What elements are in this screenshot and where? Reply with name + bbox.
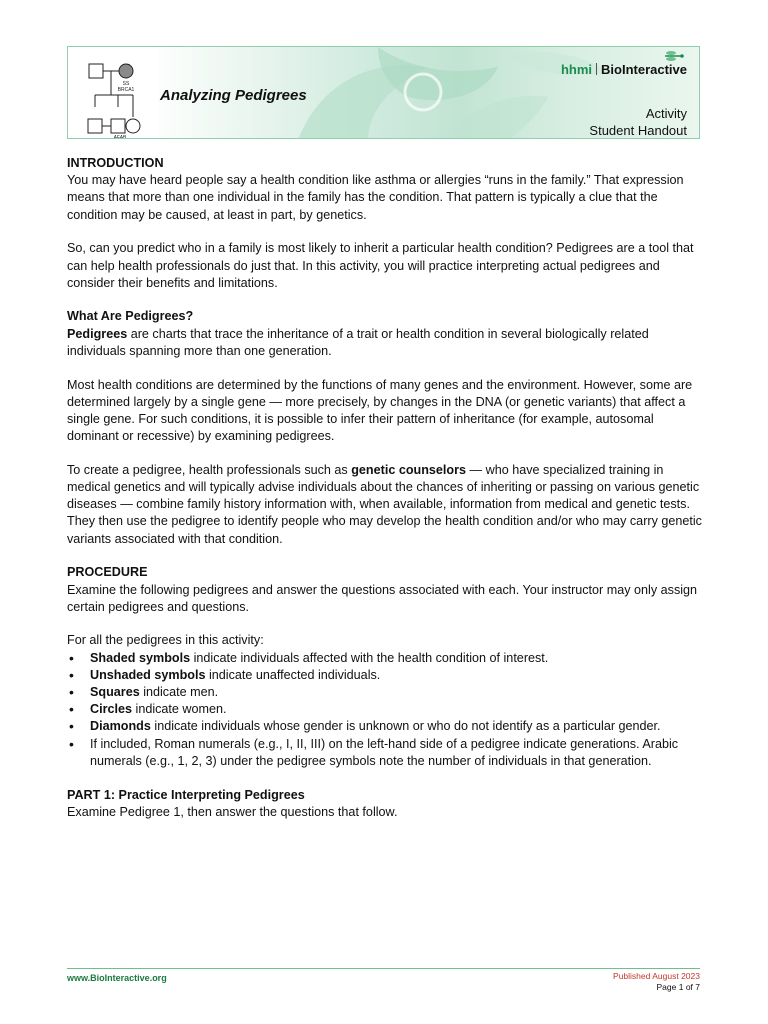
pedigree-diagram-icon [68,47,158,139]
document-title: Analyzing Pedigrees [160,87,307,104]
doc-type-activity: Activity [645,106,687,121]
published-date: Published August 2023 [613,971,700,981]
logo-label-ss: SS [122,81,130,87]
list-item-term: Circles [90,702,133,717]
footer-website-link[interactable]: www.BioInteractive.org [67,973,167,983]
brand-separator [596,63,597,75]
list-item [67,684,703,701]
list-item [67,667,703,684]
list-item-term: Unshaded symbols [90,667,206,682]
what-are-pedigrees-heading: What Are Pedigrees? [67,309,194,324]
intro-paragraph-2: So, can you predict who in a family is most likely to inherit a particular health condition? Pedigrees are a tool that can help health professionals do just that. In this activity, you will practice interpreting actual pedigrees and consider their benefits and limitations. [67,241,694,290]
brand-logo [561,62,687,77]
list-item [67,701,703,718]
list-item-text: indicate men. [139,685,219,700]
pedigrees-term: Pedigrees [67,326,128,341]
footer-publication-info [613,971,700,993]
list-item-text: If included, Roman numerals (e.g., I, II, III) on the left-hand side of a pedigree indicate generations. Arabic numerals (e.g., 1, 2, 3) under the pedigree symbols note the number of individuals in that generation. [90,736,679,768]
legend-intro-line: For all the pedigrees in this activity: [67,633,264,648]
pedigree-logo [68,47,158,139]
list-item-term: Diamonds [90,719,151,734]
part1-heading: PART 1: Practice Interpreting Pedigrees [67,787,305,802]
genetic-counselors-term: genetic counselors [351,462,467,477]
document-body [67,155,703,838]
document-type [589,105,687,139]
procedure-heading: PROCEDURE [67,565,148,580]
procedure-paragraph: Examine the following pedigrees and answer the questions associated with each. Your instructor may only assign certain pedigrees and questions. [67,582,698,614]
footer-divider [67,968,700,969]
pedigrees-definition-text: are charts that trace the inheritance of a trait or health condition in several biologically related individuals spanning more than one generation. [67,326,649,358]
introduction-heading: INTRODUCTION [67,156,164,170]
doc-type-student-handout: Student Handout [589,123,687,138]
list-item [67,650,703,667]
list-item-text: indicate unaffected individuals. [205,667,381,682]
dragonfly-icon [663,50,685,62]
logo-label-afab: AFAB [113,135,127,139]
page-number: Page 1 of 7 [656,982,700,992]
list-item-text: indicate individuals whose gender is unknown or who do not identify as a particular gender. [150,719,661,734]
list-item-text: indicate women. [132,702,227,717]
pedigrees-definition-paragraph [67,326,703,360]
genetic-counselors-text-b: — who have specialized training in medical genetics and will typically advise individuals about the chances of inheriting or passing on various genetic diseases — combine family history information with, when available, information from medical and genetic tests. They then use the pedigree to identify people who may develop the health condition and/or who may carry genetic variants associated with that condition. [67,462,702,546]
genetic-counselors-paragraph [67,462,703,548]
list-item-term: Shaded symbols [90,650,191,665]
logo-label-brca: BRCA1 [117,87,135,93]
health-conditions-paragraph: Most health conditions are determined by the functions of many genes and the environment. However, some are determined largely by a single gene — more precisely, by changes in the DNA (or genetic variants) that affect a single gene. For such conditions, it is possible to infer their pattern of inheritance (for example, autosomal dominant or recessive) by examining pedigrees. [67,377,693,444]
list-item-term: Squares [90,685,140,700]
legend-list [67,650,703,770]
intro-paragraph-1: You may have heard people say a health condition like asthma or allergies “runs in the family.” That expression means that more than one individual in the family has the condition. That pattern is typically a clue that the condition may be caused, at least in part, by genetics. [67,173,684,222]
part1-paragraph: Examine Pedigree 1, then answer the questions that follow. [67,804,398,819]
genetic-counselors-text-a: To create a pedigree, health professionals such as [67,462,352,477]
list-item [67,736,703,770]
brand-name: BioInteractive [601,62,687,77]
header-banner [67,46,700,139]
list-item-text: indicate individuals affected with the health condition of interest. [190,650,549,665]
brand-hhmi: hhmi [560,62,593,77]
list-item [67,718,703,735]
